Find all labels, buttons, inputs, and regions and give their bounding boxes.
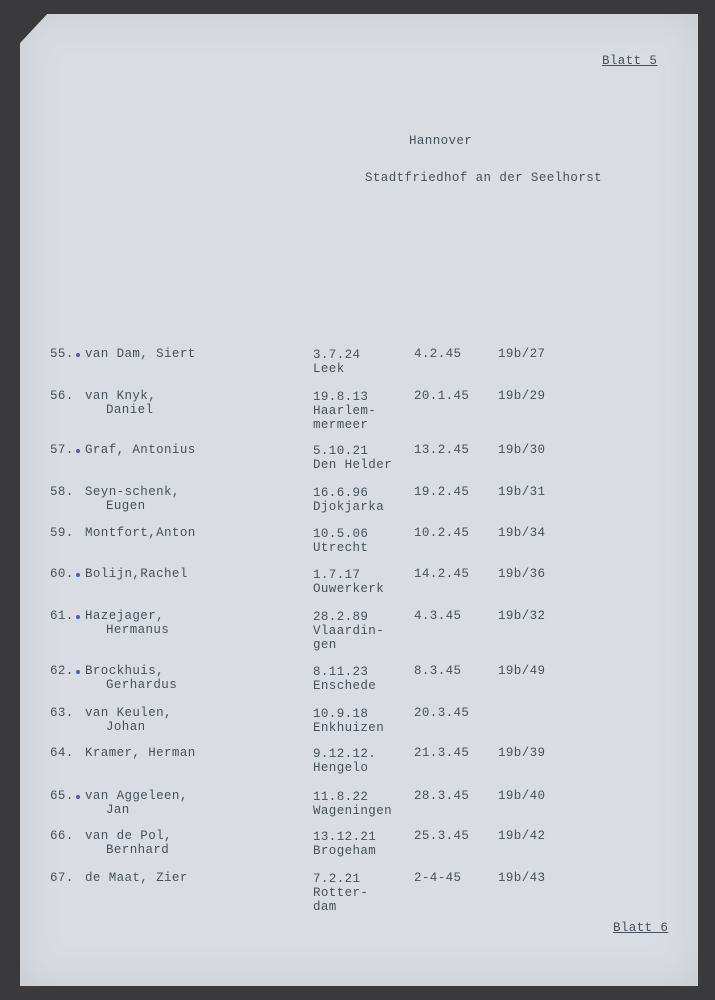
birth-place-line1: Leek [313,362,345,376]
name-line1: Brockhuis, [85,664,165,678]
birth-date: 13.12.21 [313,830,377,844]
name-line1: Graf, Antonius [85,443,196,457]
entry-number: 62. [50,664,74,678]
death-date: 14.2.45 [414,567,470,581]
grave-number: 19b/29 [498,389,546,403]
sheet-number-bottom: Blatt 6 [613,921,669,935]
name-line2: Gerhardus [106,678,178,692]
name-line1: Bolijn,Rachel [85,567,188,581]
death-date: 4.3.45 [414,609,462,623]
table-row [0,389,715,449]
sheet-number-top: Blatt 5 [602,54,658,68]
birth-date: 1.7.17 [313,568,361,582]
birth-date: 9.12.12. [313,747,377,761]
name-line2: Daniel [106,403,154,417]
name-line1: van Aggeleen, [85,789,188,803]
birth-date: 10.9.18 [313,707,369,721]
death-date: 20.1.45 [414,389,470,403]
birth-date: 10.5.06 [313,527,369,541]
death-date: 13.2.45 [414,443,470,457]
birth-date: 19.8.13 [313,390,369,404]
birth-date: 5.10.21 [313,444,369,458]
grave-number: 19b/49 [498,664,546,678]
birth-place-line1: Ouwerkerk [313,582,385,596]
entry-number: 63. [50,706,74,720]
entry-number: 56. [50,389,74,403]
birth-date: 28.2.89 [313,610,369,624]
name-line1: Montfort,Anton [85,526,196,540]
city-heading: Hannover [409,134,473,148]
birth-date: 8.11.23 [313,665,369,679]
name-line2: Eugen [106,499,146,513]
entry-number: 60. [50,567,74,581]
entry-number: 55. [50,347,74,361]
name-line1: van Keulen, [85,706,172,720]
birth-place-line1: Hengelo [313,761,369,775]
grave-number: 19b/42 [498,829,546,843]
birth-place-line2: dam [313,900,337,914]
death-date: 20.3.45 [414,706,470,720]
grave-number: 19b/32 [498,609,546,623]
blue-check-mark [76,615,80,619]
entry-number: 64. [50,746,74,760]
table-row [0,609,715,669]
death-date: 25.3.45 [414,829,470,843]
birth-date: 16.6.96 [313,486,369,500]
name-line2: Bernhard [106,843,170,857]
birth-place-line1: Rotter- [313,886,369,900]
birth-place-line2: mermeer [313,418,369,432]
grave-number: 19b/40 [498,789,546,803]
name-line2: Jan [106,803,130,817]
grave-number: 19b/43 [498,871,546,885]
blue-check-mark [76,449,80,453]
name-line1: Seyn-schenk, [85,485,180,499]
blue-check-mark [76,573,80,577]
grave-number: 19b/36 [498,567,546,581]
death-date: 8.3.45 [414,664,462,678]
birth-place-line1: Wageningen [313,804,393,818]
grave-number: 19b/30 [498,443,546,457]
name-line1: de Maat, Zier [85,871,188,885]
death-date: 19.2.45 [414,485,470,499]
name-line1: Kramer, Herman [85,746,196,760]
birth-date: 11.8.22 [313,790,369,804]
birth-place-line1: Den Helder [313,458,393,472]
name-line2: Johan [106,720,146,734]
birth-place-line1: Brogeham [313,844,377,858]
entry-number: 65. [50,789,74,803]
birth-place-line1: Vlaardin- [313,624,385,638]
death-date: 4.2.45 [414,347,462,361]
cemetery-heading: Stadtfriedhof an der Seelhorst [365,171,603,185]
name-line1: van Knyk, [85,389,157,403]
birth-place-line1: Utrecht [313,541,369,555]
name-line1: van de Pol, [85,829,172,843]
entry-number: 57. [50,443,74,457]
grave-number: 19b/31 [498,485,546,499]
blue-check-mark [76,795,80,799]
birth-place-line1: Enschede [313,679,377,693]
birth-place-line1: Enkhuizen [313,721,385,735]
blue-check-mark [76,353,80,357]
grave-number: 19b/39 [498,746,546,760]
entry-number: 61. [50,609,74,623]
birth-place-line1: Haarlem- [313,404,377,418]
entry-number: 59. [50,526,74,540]
birth-date: 3.7.24 [313,348,361,362]
blue-check-mark [76,670,80,674]
birth-place-line2: gen [313,638,337,652]
name-line1: van Dam, Siert [85,347,196,361]
entry-number: 58. [50,485,74,499]
name-line1: Hazejager, [85,609,165,623]
death-date: 28.3.45 [414,789,470,803]
name-line2: Hermanus [106,623,170,637]
death-date: 10.2.45 [414,526,470,540]
death-date: 2-4-45 [414,871,462,885]
table-row [0,871,715,931]
birth-place-line1: Djokjarka [313,500,385,514]
grave-number: 19b/34 [498,526,546,540]
entry-number: 67. [50,871,74,885]
birth-date: 7.2.21 [313,872,361,886]
entry-number: 66. [50,829,74,843]
death-date: 21.3.45 [414,746,470,760]
grave-number: 19b/27 [498,347,546,361]
